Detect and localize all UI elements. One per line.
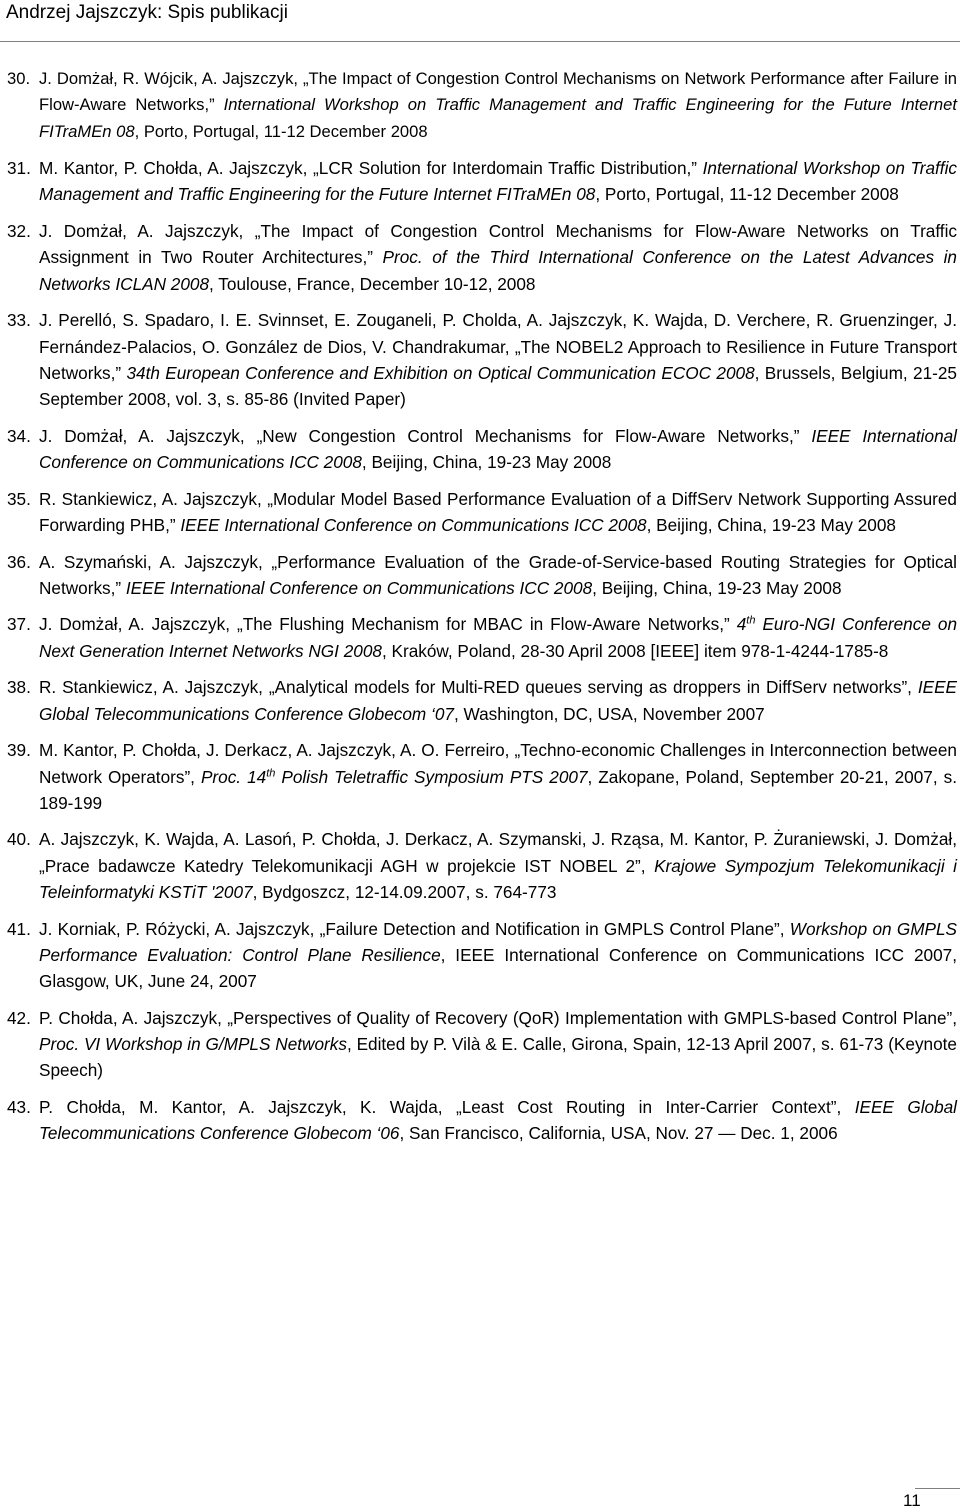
publication-venue: 34th European Conference and Exhibition on Optical Communication ECOC 2008 (126, 362, 755, 383)
publication-details: , Zakopane, Poland, September 20-21, 2007, s. 189-199 (39, 766, 957, 813)
publication-number: 41. (7, 918, 31, 939)
publication-title: „Performance Evaluation of the Grade-of-Service-based Routing Strategies for Optical Networks,” (39, 551, 957, 598)
publication-title: „The Flushing Mechanism for MBAC in Flow-Aware Networks,” (236, 614, 737, 635)
publication-number: 35. (7, 488, 31, 509)
publication-authors: R. Stankiewicz, A. Jajszczyk, (39, 488, 268, 509)
page-number: 11 (903, 1491, 921, 1510)
publication-details: , Washington, DC, USA, November 2007 (453, 703, 765, 724)
publication-venue-continued: Euro-NGI Conference on Next Generation Internet Networks NGI 2008 (39, 614, 957, 661)
publication-entry (0, 611, 960, 664)
publication-authors: J. Domżał, A. Jajszczyk, (39, 221, 255, 242)
publication-title: „The Impact of Congestion Control Mechanisms on Network Performance after Failure in Flow-Aware Networks,” (39, 69, 957, 115)
publication-authors: M. Kantor, P. Chołda, J. Derkacz, A. Jajszczyk, A. O. Ferreiro, (39, 740, 515, 761)
publication-entry (0, 674, 960, 727)
publication-title: „Prace badawcze Katedry Telekomunikacji AGH w projekcie IST NOBEL 2”, (39, 855, 655, 876)
publication-venue: 4 (736, 614, 747, 635)
publication-venue: IEEE International Conference on Communications ICC 2008 (180, 514, 647, 535)
publication-entry (0, 486, 960, 539)
publication-number: 36. (7, 551, 31, 572)
publication-venue: Workshop on GMPLS Performance Evaluation: Control Plane Resilience (39, 918, 958, 965)
publication-venue: IEEE International Conference on Communications ICC 2008 (39, 425, 957, 473)
publication-number: 43. (7, 1096, 31, 1117)
publication-details: , Beijing, China, 19-23 May 2008 (361, 452, 612, 473)
publication-number: 31. (7, 158, 31, 179)
publication-venue: IEEE International Conference on Communications ICC 2008 (125, 577, 593, 598)
publication-title: „Least Cost Routing in Inter-Carrier Context”, (456, 1096, 855, 1117)
publication-number: 30. (7, 69, 31, 88)
publication-venue: Proc. of the Third International Conference on the Latest Advances in Networks ICLAN 2008 (39, 247, 957, 294)
page-header-title: Andrzej Jajszczyk: Spis publikacji (6, 2, 288, 23)
publication-entry (0, 155, 960, 208)
publication-number: 38. (7, 677, 31, 698)
publication-list (0, 66, 960, 1157)
publication-title: „Perspectives of Quality of Recovery (QoR) Implementation with GMPLS-based Control Plane”, (227, 1007, 958, 1028)
publication-authors: R. Stankiewicz, A. Jajszczyk, (39, 677, 269, 698)
publication-entry (0, 549, 960, 602)
publication-number: 42. (7, 1007, 31, 1028)
publication-venue: Krajowe Sympozjum Telekomunikacji i Teleinformatyki KSTiT '2007 (39, 855, 957, 902)
publication-entry (0, 916, 960, 995)
publication-details: , Toulouse, France, December 10-12, 2008 (209, 273, 536, 294)
publication-entry (0, 218, 960, 297)
publication-details: , Porto, Portugal, 11-12 December 2008 (134, 121, 428, 141)
publication-venue: IEEE Global Telecommunications Conference Globecom ‘06 (39, 1096, 958, 1144)
publication-details: , Brussels, Belgium, 21-25 September 2008, vol. 3, s. 85-86 (Invited Paper) (39, 362, 957, 410)
publication-number: 39. (7, 740, 31, 761)
publication-entry (0, 66, 960, 145)
publication-details: , IEEE International Conference on Communications ICC 2007, Glasgow, UK, June 24, 2007 (39, 944, 957, 992)
publication-venue-continued: Polish Teletraffic Symposium PTS 2007 (275, 766, 588, 787)
publication-authors: M. Kantor, P. Chołda, A. Jajszczyk, (39, 158, 314, 179)
publication-venue: International Workshop on Traffic Management and Traffic Engineering for the Future Internet FITraMEn 08 (39, 158, 957, 205)
publication-entry (0, 826, 960, 905)
publication-entry (0, 737, 960, 816)
publication-details: , San Francisco, California, USA, Nov. 27 — Dec. 1, 2006 (399, 1123, 838, 1144)
publication-entry (0, 1005, 960, 1084)
publication-title: „Analytical models for Multi-RED queues serving as droppers in DiffServ networks”, (268, 677, 918, 698)
publication-title: „The NOBEL2 Approach to Resilience in Future Transport Networks,” (39, 336, 958, 383)
publication-venue-superscript: th (746, 614, 756, 627)
publication-number: 33. (7, 310, 31, 331)
publication-authors: A. Jajszczyk, K. Wajda, A. Lasoń, P. Chołda, J. Derkacz, A. Szymanski, J. Rząsa, M. Kantor, P. Żuraniewski, J. Domżał, (39, 829, 957, 850)
publication-details: , Edited by P. Vilà & E. Calle, Girona, Spain, 12-13 April 2007, s. 61-73 (Keynote Speech) (39, 1034, 957, 1081)
publication-entry (0, 307, 960, 412)
publication-details: , Porto, Portugal, 11-12 December 2008 (595, 184, 899, 205)
publication-number: 37. (7, 614, 31, 635)
publication-title: „Modular Model Based Performance Evaluation of a DiffServ Network Supporting Assured Forwarding PHB,” (39, 488, 957, 535)
publication-entry (0, 1094, 960, 1147)
publication-title: „The Impact of Congestion Control Mechanisms for Flow-Aware Networks on Traffic Assignment in Two Router Architectures,” (39, 221, 957, 268)
publication-authors: J. Domżał, A. Jajszczyk, (39, 425, 257, 446)
publication-authors: J. Korniak, P. Różycki, A. Jajszczyk, (39, 918, 320, 939)
publication-entry (0, 423, 960, 476)
publication-authors: J. Perelló, S. Spadaro, I. E. Svinnset, E. Zouganeli, P. Cholda, A. Jajszczyk, K. Wajda, D. Verchere, R. Gruenzinger, J. Fernández-Palacios, O. González de Dios, V. Chandrakumar, (39, 310, 957, 357)
publication-authors: A. Szymański, A. Jajszczyk, (39, 551, 272, 572)
publication-venue: International Workshop on Traffic Management and Traffic Engineering for the Future Internet FITraMEn 08 (39, 95, 957, 141)
header-divider (0, 41, 960, 42)
publication-title: „Failure Detection and Notification in GMPLS Control Plane”, (319, 918, 790, 939)
publication-details: , Beijing, China, 19-23 May 2008 (646, 514, 896, 535)
publication-authors: J. Domżał, R. Wójcik, A. Jajszczyk, (39, 69, 303, 88)
publication-details: , Bydgoszcz, 12-14.09.2007, s. 764-773 (252, 881, 557, 902)
publication-authors: J. Domżał, A. Jajszczyk, (39, 614, 237, 635)
publication-venue: Proc. 14 (200, 766, 267, 787)
publication-number: 40. (7, 829, 31, 850)
footer-divider (915, 1488, 960, 1489)
publication-details: , Beijing, China, 19-23 May 2008 (592, 577, 842, 598)
publication-number: 34. (7, 425, 31, 446)
publication-authors: P. Chołda, A. Jajszczyk, (39, 1007, 228, 1028)
publication-number: 32. (7, 221, 31, 242)
publication-venue-superscript: th (266, 766, 276, 779)
publication-details: , Kraków, Poland, 28-30 April 2008 [IEEE] item 978-1-4244-1785-8 (381, 640, 889, 661)
publication-title: „LCR Solution for Interdomain Traffic Distribution,” (313, 158, 703, 179)
publication-authors: P. Chołda, M. Kantor, A. Jajszczyk, K. Wajda, (39, 1096, 456, 1117)
publication-title: „Techno-economic Challenges in Interconnection between Network Operators”, (39, 740, 957, 787)
publication-venue: IEEE Global Telecommunications Conference Globecom ‘07 (39, 677, 957, 724)
publication-title: „New Congestion Control Mechanisms for Flow-Aware Networks,” (256, 425, 812, 446)
publication-venue: Proc. VI Workshop in G/MPLS Networks (39, 1034, 347, 1055)
